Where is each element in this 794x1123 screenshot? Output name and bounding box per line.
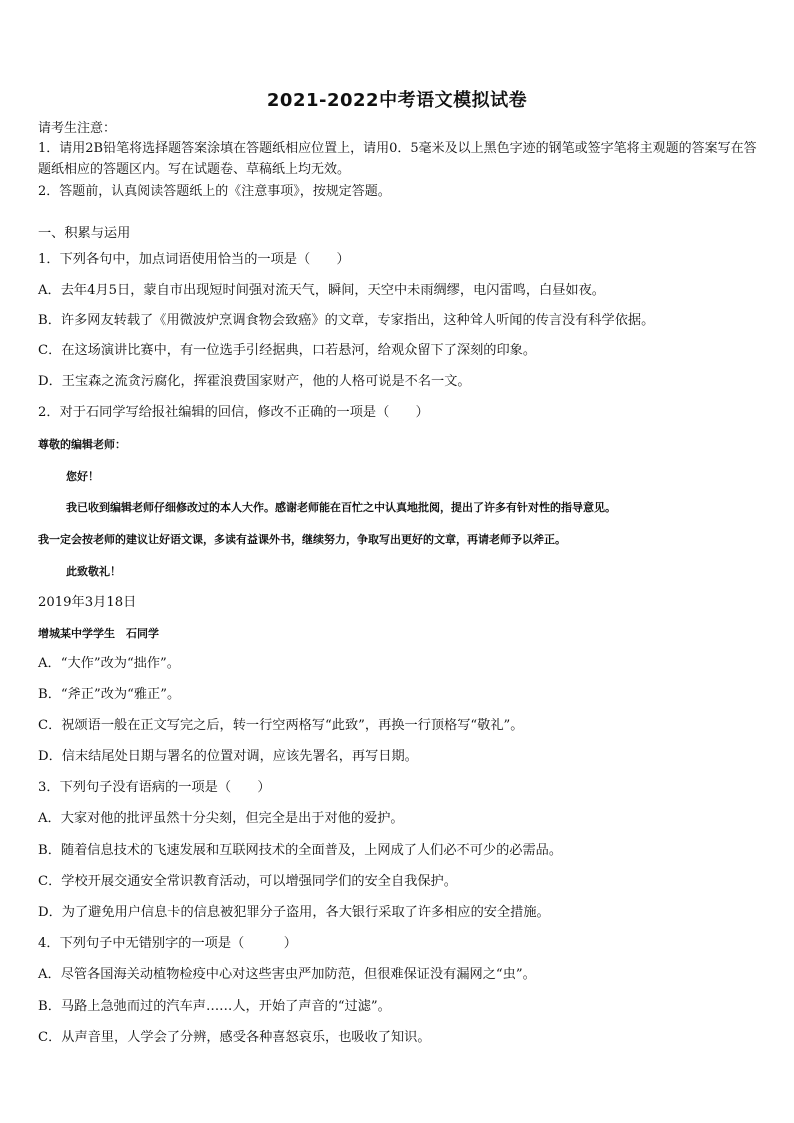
notice-item-1: 1．请用2B铅笔将选择题答案涂填在答题纸相应位置上，请用0．5毫米及以上黑色字迹的钢笔或签字笔将主观题的答案写在答题纸相应的答题区内。写在试题卷、草稿纸上均无效。 [38, 141, 757, 177]
q1-option-d: D．王宝森之流贪污腐化，挥霍浪费国家财产，他的人格可说是不名一文。 [38, 374, 471, 389]
q3-option-d: D．为了避免用户信息卡的信息被犯罪分子盗用，各大银行采取了许多相应的安全措施。 [38, 905, 550, 920]
letter-body-2: 我一定会按老师的建议让好语文课，多读有益课外书，继续努力，争取写出更好的文章，再请老师予以斧正。 [38, 533, 566, 546]
section-heading: 一、积累与运用 [38, 226, 131, 241]
letter-salutation: 尊敬的编辑老师： [38, 438, 126, 451]
q1-option-a: A．去年4月5日，蒙自市出现短时间强对流天气，瞬间，天空中未雨绸缪，电闪雷鸣，白昼如夜。 [38, 283, 605, 298]
notice-heading: 请考生注意： [38, 121, 117, 136]
q4-option-c: C．从声音里，人学会了分辨，感受各种喜怒哀乐，也吸收了知识。 [38, 1030, 431, 1045]
letter-greeting: 您好！ [66, 470, 99, 483]
letter-signature: 增城某中学学生 石同学 [38, 627, 159, 640]
q2-option-d: D．信末结尾处日期与署名的位置对调，应该先署名，再写日期。 [38, 749, 418, 764]
letter-closing: 此致敬礼！ [66, 565, 121, 578]
q3-option-a: A．大家对他的批评虽然十分尖刻，但完全是出于对他的爱护。 [38, 811, 404, 826]
q1-stem: 1．下列各句中，加点词语使用恰当的一项是（ ） [38, 252, 350, 267]
q4-option-a: A．尽管各国海关动植物检疫中心对这些害虫严加防范，但很难保证没有漏网之“虫”。 [38, 967, 536, 982]
q1-option-c: C．在这场演讲比赛中，有一位选手引经据典，口若悬河，给观众留下了深刻的印象。 [38, 343, 537, 358]
q3-option-b: B．随着信息技术的飞速发展和互联网技术的全面普及，上网成了人们必不可少的必需品。 [38, 843, 562, 858]
q2-option-a: A．“大作”改为“拙作”。 [38, 656, 180, 671]
q2-option-b: B．“斧正”改为“雅正”。 [38, 687, 181, 702]
q1-option-b: B．许多网友转载了《用微波炉烹调食物会致癌》的文章，专家指出，这种耸人听闻的传言没有科学依据。 [38, 313, 655, 328]
q4-stem: 4．下列句子中无错别字的一项是（ ） [38, 936, 297, 951]
page-title: 2021-2022中考语文模拟试卷 [266, 90, 528, 111]
q4-option-b: B．马路上急弛而过的汽车声……人，开始了声音的“过滤”。 [38, 999, 391, 1014]
q3-stem: 3．下列句子没有语病的一项是（ ） [38, 780, 271, 795]
letter-date: 2019年3月18日 [38, 595, 137, 610]
letter-body-1: 我已收到编辑老师仔细修改过的本人大作。感谢老师能在百忙之中认真地批阅，提出了许多有针对性的指导意见。 [66, 501, 616, 514]
q3-option-c: C．学校开展交通安全常识教育活动，可以增强同学们的安全自我保护。 [38, 874, 457, 889]
q2-option-c: C．祝颂语一般在正文写完之后，转一行空两格写“此致”，再换一行顶格写“敬礼”。 [38, 718, 524, 733]
notice-item-2: 2．答题前，认真阅读答题纸上的《注意事项》，按规定答题。 [38, 184, 391, 199]
q2-stem: 2．对于石同学写给报社编辑的回信，修改不正确的一项是（ ） [38, 405, 429, 420]
